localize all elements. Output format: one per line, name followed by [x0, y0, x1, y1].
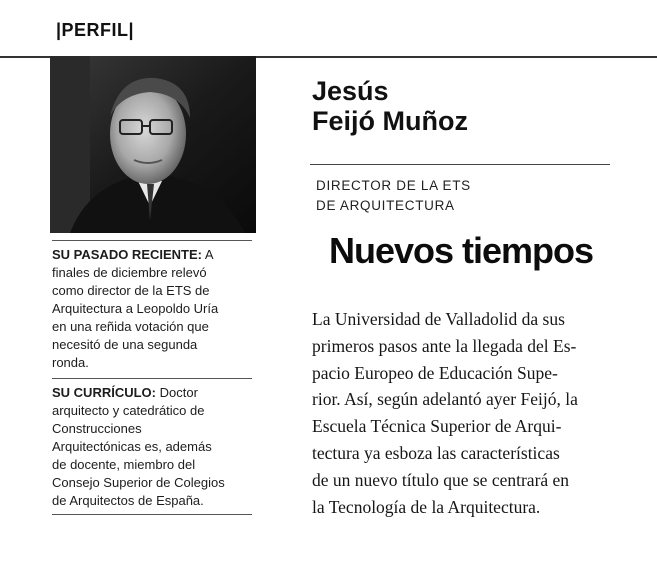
body-line: primeros pasos ante la llegada del Es- — [312, 335, 577, 356]
sidebar-line: Consejo Superior de Colegios — [52, 475, 225, 490]
body-line: tectura ya esboza las características — [312, 442, 560, 463]
body-line: de un nuevo título que se centrará en — [312, 469, 570, 490]
person-name — [312, 76, 468, 136]
position-line-1: DIRECTOR DE LA ETS — [316, 178, 471, 193]
body-line: Escuela Técnica Superior de Arqui- — [312, 416, 562, 437]
portrait-photo — [50, 56, 256, 233]
sidebar-first-line — [52, 246, 252, 264]
name-line-1: Jesús — [312, 76, 389, 106]
sidebar-pasado-reciente — [52, 246, 252, 372]
sidebar-line: en una reñida votación que — [52, 319, 209, 334]
section-label: |PERFIL| — [56, 20, 135, 40]
sidebar-line: finales de diciembre relevó — [52, 265, 207, 280]
body-line: pacio Europeo de Educación Supe- — [312, 362, 558, 383]
sidebar-divider — [52, 240, 252, 241]
sidebar-curriculo — [52, 384, 252, 510]
body-line: rior. Así, según adelantó ayer Feijó, la — [312, 389, 578, 410]
name-line-2: Feijó Muñoz — [312, 106, 468, 136]
sidebar-lead: SU CURRÍCULO: — [52, 385, 156, 400]
sidebar-line: Construcciones — [52, 421, 142, 436]
sidebar-line: como director de la ETS de — [52, 283, 210, 298]
sidebar-line: necesitó de una segunda — [52, 337, 198, 352]
sidebar-first-rest: Doctor — [156, 385, 198, 400]
sidebar-lead: SU PASADO RECIENTE: — [52, 247, 202, 262]
sidebar-line: de Arquitectos de España. — [52, 493, 204, 508]
sidebar-first-rest: A — [202, 247, 214, 262]
sidebar-line: Arquitectónicas es, además — [52, 439, 212, 454]
sidebar-line: de docente, miembro del — [52, 457, 196, 472]
sidebar-divider — [52, 378, 252, 379]
position-line-2: DE ARQUITECTURA — [316, 198, 455, 213]
sidebar-line: arquitecto y catedrático de — [52, 403, 205, 418]
sidebar-line: Arquitectura a Leopoldo Uría — [52, 301, 219, 316]
sidebar-line: ronda. — [52, 355, 89, 370]
body-line: La Universidad de Valladolid da sus — [312, 309, 565, 329]
headline: Nuevos tiempos — [328, 230, 594, 271]
name-divider — [310, 164, 610, 165]
body-line: la Tecnología de la Arquitectura. — [312, 496, 541, 517]
sidebar-divider — [52, 514, 252, 515]
article-body — [312, 306, 578, 520]
sidebar-first-line — [52, 384, 252, 402]
person-position — [316, 176, 471, 216]
